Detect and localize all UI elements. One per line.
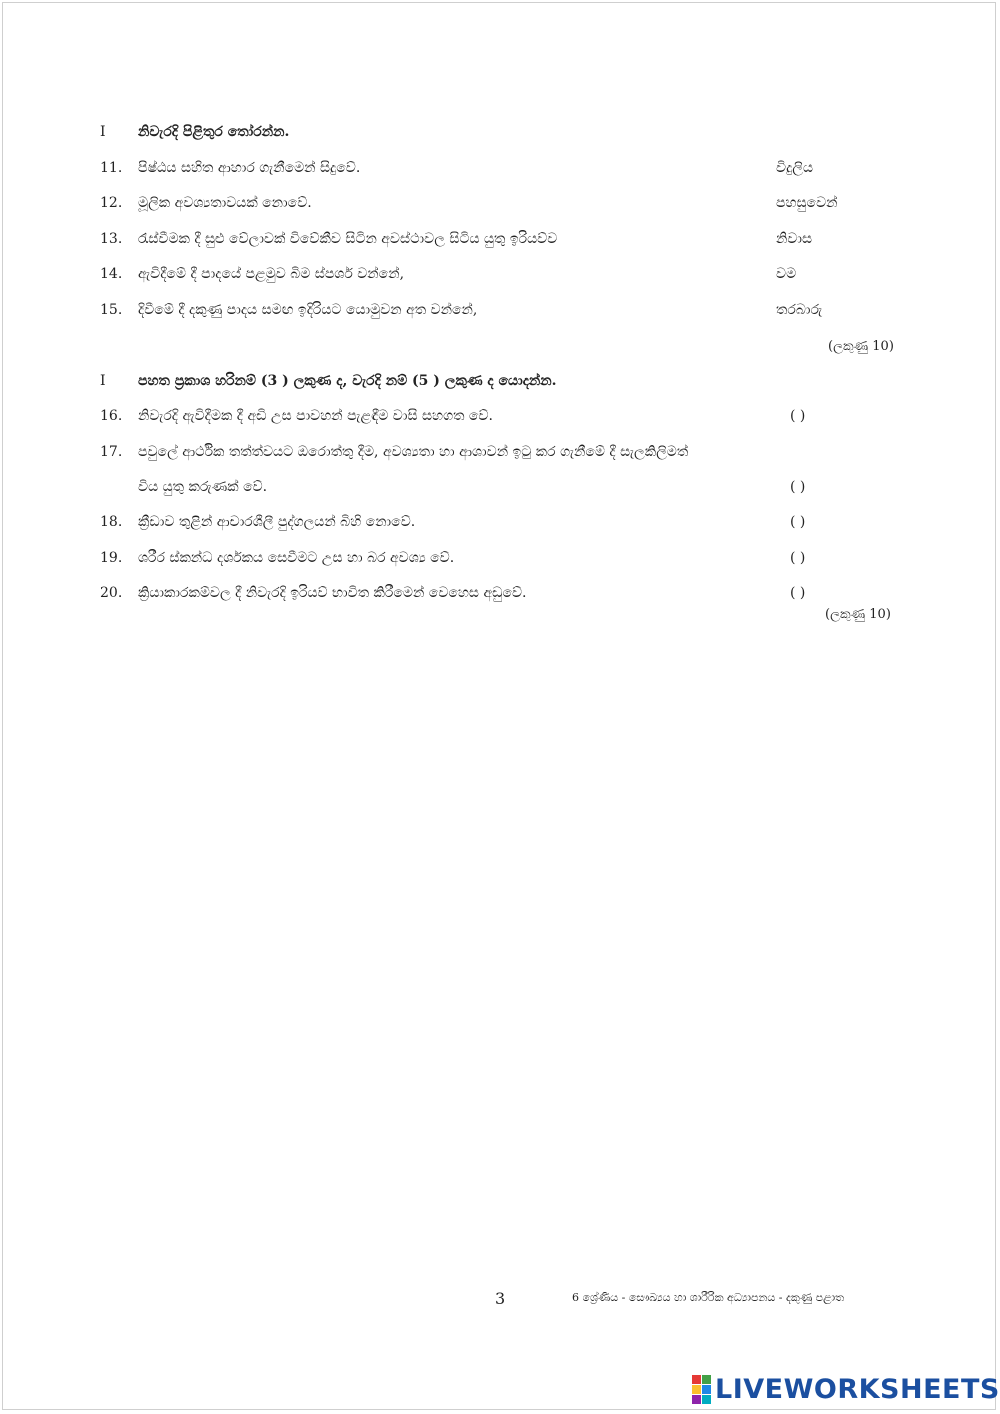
- footer-text: 6 ශ්‍රේණිය - සෞඛ්‍යය හා ශාරීරික අධ්‍යාපනය - දකුණු පළාත: [572, 1291, 845, 1304]
- page-number: 3: [495, 1289, 506, 1308]
- section2-heading-text: පහත ප්‍රකාශ හරිනම් (3 ) ලකුණ ද, වැරදි නම් (5 ) ලකුණ ද යොදන්න.: [138, 373, 557, 389]
- answer-box-20[interactable]: ( ): [790, 585, 806, 601]
- question-18: [100, 514, 415, 530]
- section1-heading: [100, 124, 289, 140]
- answer-box-19[interactable]: ( ): [790, 550, 806, 566]
- answer-option[interactable]: විදුලිය: [776, 160, 814, 176]
- question-number: 16.: [100, 408, 123, 424]
- question-text: රැස්වීමක දී සුළු වේලාවක් විවේකීව සිටින අවස්ථාවල සිටිය යුතු ඉරියව්ව: [138, 231, 558, 247]
- question-11: [100, 160, 360, 176]
- question-text: දිවීමේ දී දකුණු පාදය සමඟ ඉදිරියට යොමුවන අත වන්නේ,: [138, 302, 478, 318]
- question-text: ඇවිදීමේ දී පාදයේ පළමුව බිම ස්පර්ශ වන්නේ,: [138, 266, 405, 282]
- question-text: නිවැරදි ඇවිදීමක දී අඩි උස පාවහන් පැළඳීම වාසි සහගත වේ.: [138, 408, 493, 424]
- logo-grid-icon: [692, 1375, 711, 1404]
- section1-heading-text: නිවැරදි පිළිතුර තෝරන්න.: [138, 124, 290, 140]
- question-14: [100, 266, 404, 282]
- question-20: [100, 585, 527, 601]
- question-text: ශරීර ස්කන්ධ දර්ශකය සෙවීමට උස හා බර අවශ්‍ය වේ.: [138, 550, 455, 566]
- answer-box-18[interactable]: ( ): [790, 514, 806, 530]
- question-number: 20.: [100, 585, 123, 601]
- answer-option[interactable]: තරබාරු: [776, 302, 823, 318]
- answer-option[interactable]: පහසුවෙන්: [776, 195, 838, 211]
- question-text: පිෂ්ඨය සහිත ආහාර ගැනීමෙන් සිදුවේ.: [138, 160, 361, 176]
- question-number: 17.: [100, 444, 123, 460]
- question-19: [100, 550, 454, 566]
- question-text: ක්‍රීඩාව තුළින් ආචාරශීලී පුද්ගලයන් බිහි නොවේ.: [138, 514, 416, 530]
- section1-marks: (ලකුණු 10): [828, 339, 894, 354]
- liveworksheets-logo: [692, 1372, 1000, 1406]
- question-12: [100, 195, 312, 211]
- logo-text: LIVEWORKSHEETS: [715, 1373, 1000, 1405]
- question-16: [100, 408, 493, 424]
- question-number: 15.: [100, 302, 123, 318]
- question-text: මූලික අවශ්‍යතාවයක් නොවේ.: [138, 195, 312, 211]
- question-15: [100, 302, 477, 318]
- question-number: 14.: [100, 266, 123, 282]
- section2-heading: [100, 373, 557, 389]
- question-17: [100, 444, 688, 460]
- question-number: 12.: [100, 195, 123, 211]
- section1-marker: I: [100, 124, 106, 140]
- question-text: විය යුතු කරුණක් වේ.: [138, 479, 268, 495]
- question-number: 19.: [100, 550, 123, 566]
- question-17-continued: [100, 479, 267, 495]
- question-number: 11.: [100, 160, 123, 176]
- answer-box-16[interactable]: ( ): [790, 408, 806, 424]
- question-text: පවුලේ ආර්ථික තත්ත්වයට ඔරොත්තු දීම, අවශ්‍යතා හා ආශාවන් ඉටු කර ගැනීමේ දී සැලකිලිමත්: [138, 444, 689, 460]
- question-number: 13.: [100, 231, 123, 247]
- question-number: 18.: [100, 514, 123, 530]
- page-border: [2, 2, 996, 1410]
- answer-option[interactable]: වම: [776, 266, 797, 282]
- question-13: [100, 231, 557, 247]
- question-text: ක්‍රියාකාරකම්වල දී නිවැරදි ඉරියව් භාවිත කිරීමෙන් වෙහෙස අඩුවේ.: [138, 585, 527, 601]
- answer-box-17[interactable]: ( ): [790, 479, 806, 495]
- section2-marks: (ලකුණු 10): [825, 607, 891, 622]
- section2-marker: I: [100, 373, 106, 389]
- answer-option[interactable]: නිවාස: [776, 231, 813, 247]
